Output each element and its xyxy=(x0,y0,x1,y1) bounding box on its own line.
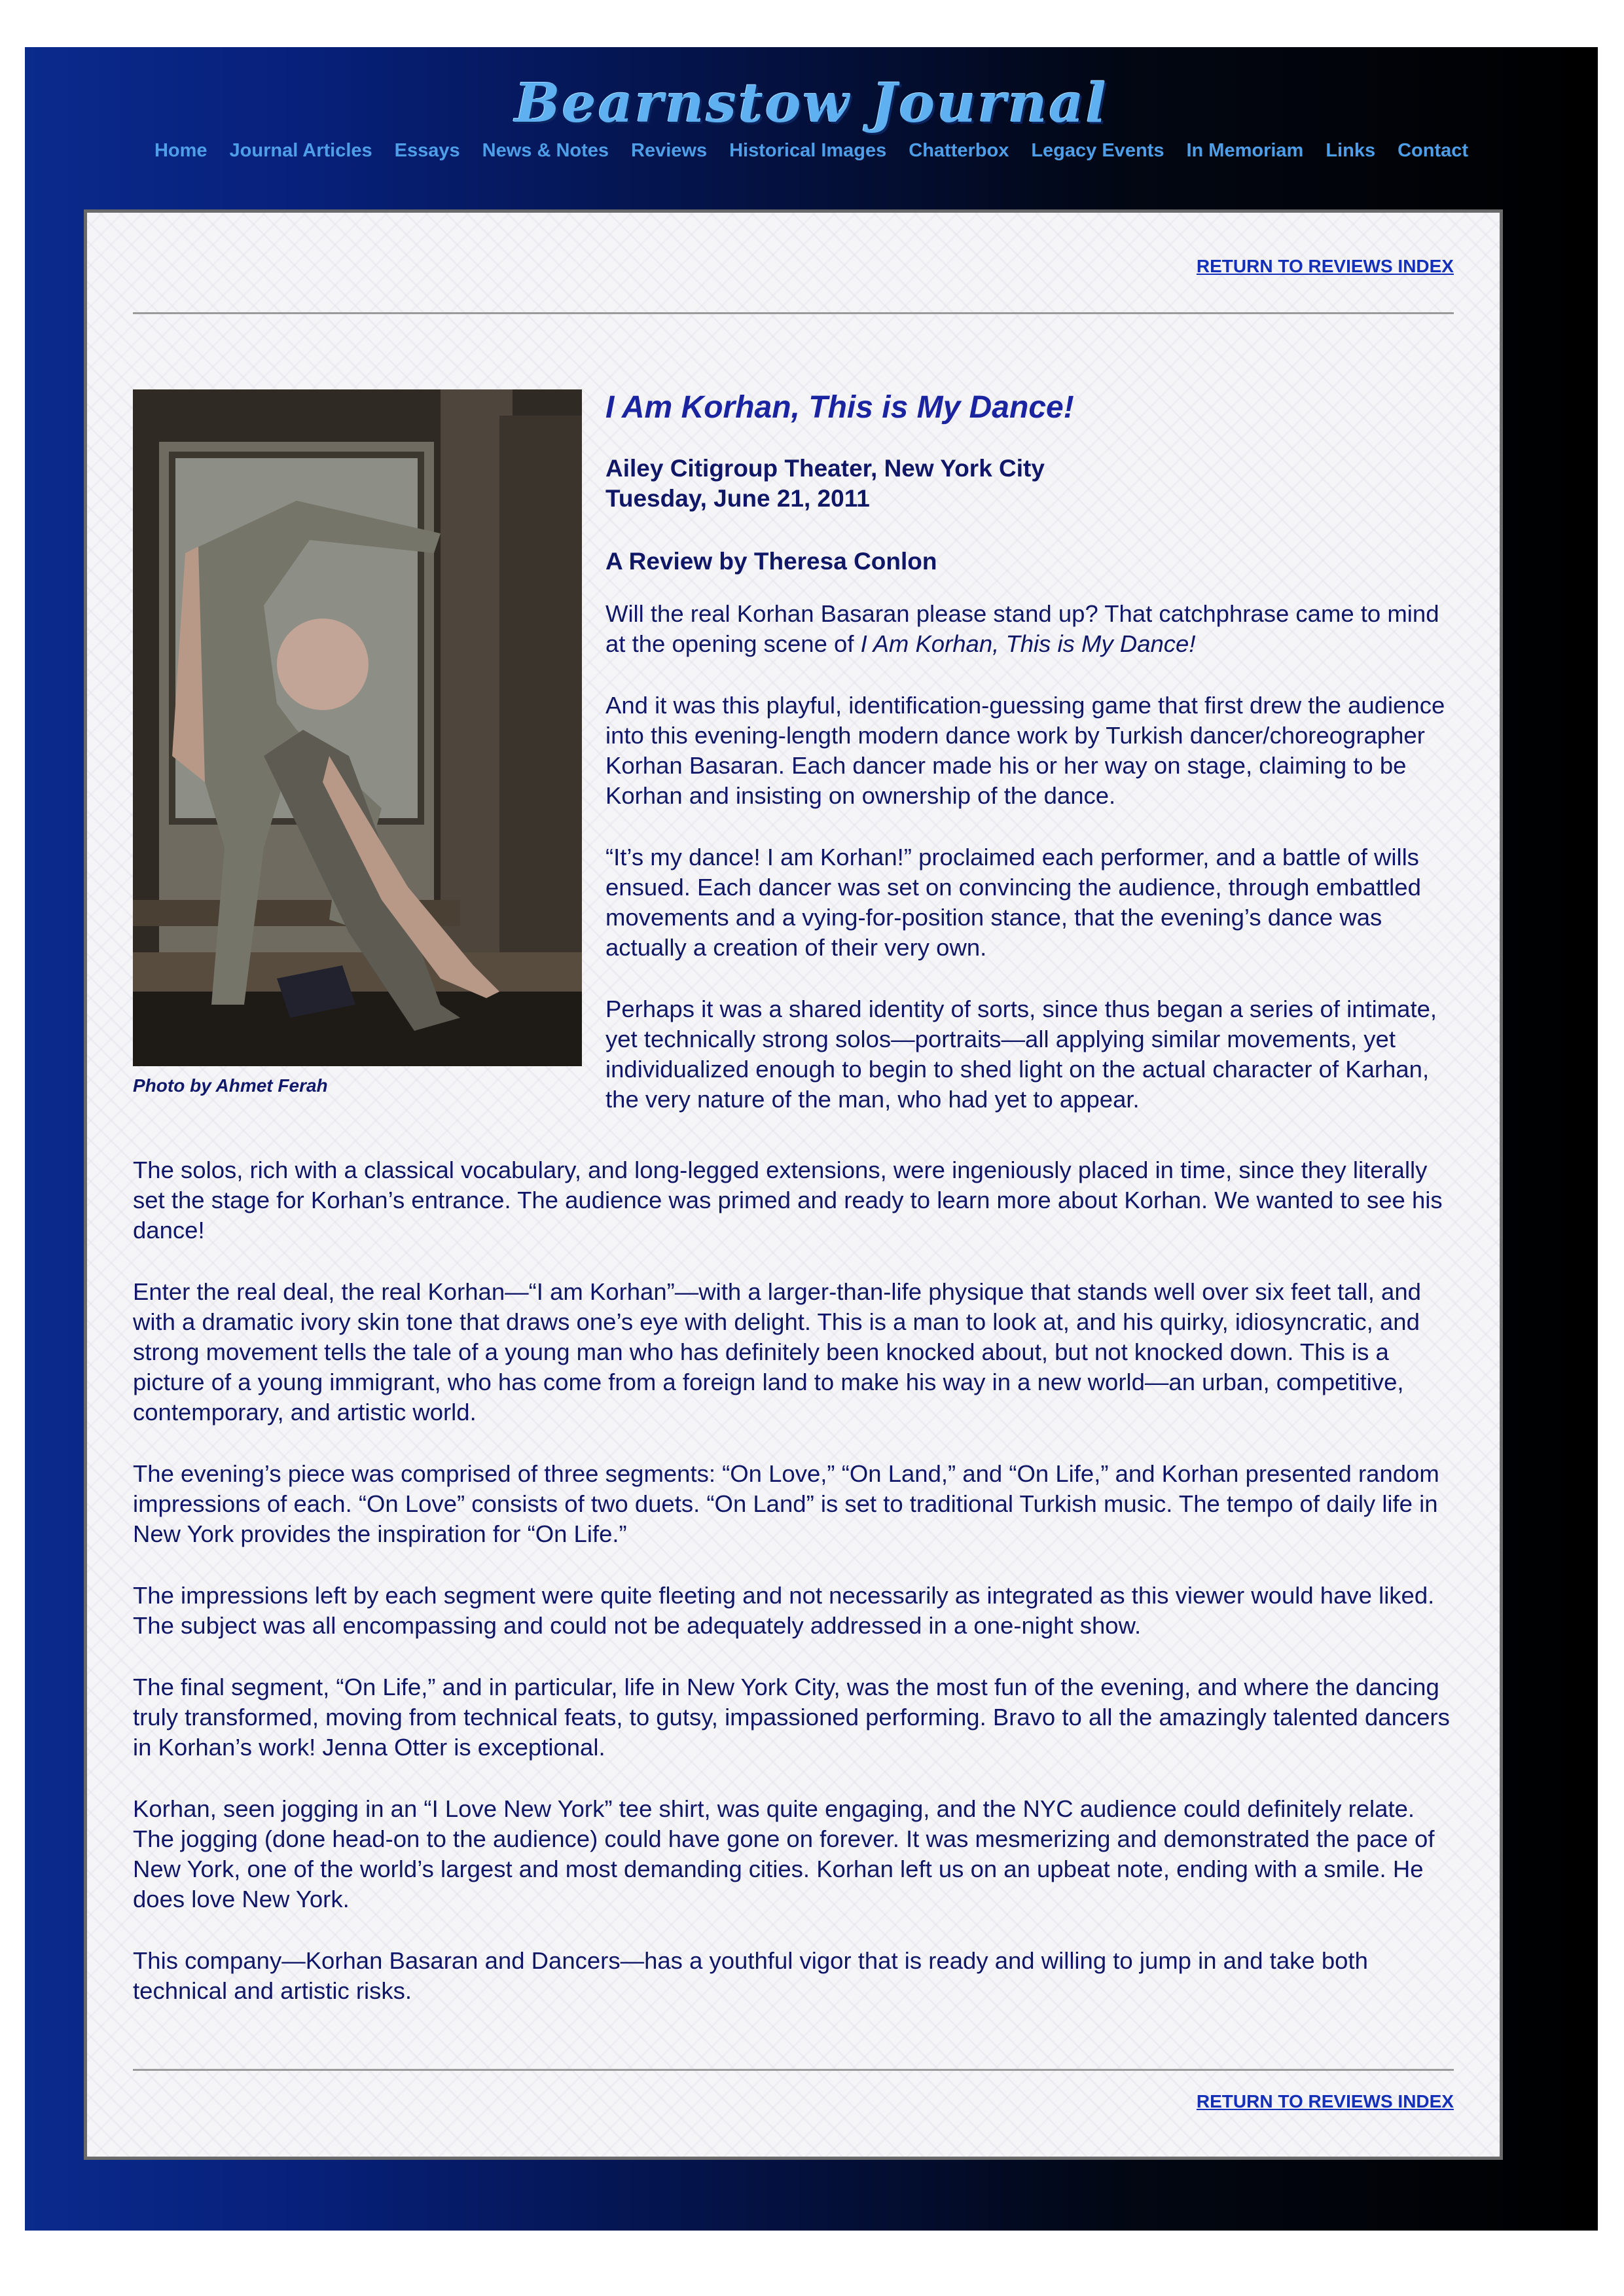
nav-news-notes[interactable]: News & Notes xyxy=(482,140,609,161)
site-title: Bearnstow Journal xyxy=(514,72,1108,135)
nav-links[interactable]: Links xyxy=(1326,140,1376,161)
nav-in-memoriam[interactable]: In Memoriam xyxy=(1186,140,1304,161)
paragraph-8: The impressions left by each segment were quite fleeting and not necessarily as integrated as this viewer would have liked. The subject was all encompassing and could not be adequately addressed in a one-night show. xyxy=(133,1582,1435,1639)
article-title: I Am Korhan, This is My Dance! xyxy=(605,390,1074,425)
performance-date: Tuesday, June 21, 2011 xyxy=(605,485,870,512)
paragraph-2: And it was this playful, identification-guessing game that first drew the audience into this evening-length modern dance work by Turkish dancer/choreographer Korhan Basaran. Each dancer made his or her way on stage, claiming to be Korhan and insisting on ownership of the dance. xyxy=(605,692,1445,809)
nav-historical-images[interactable]: Historical Images xyxy=(729,140,887,161)
paragraph-1-text: Will the real Korhan Basaran please stand up? That catchphrase came to mind at the opening scene of xyxy=(605,600,1439,657)
return-to-reviews-link-bottom[interactable]: RETURN TO REVIEWS INDEX xyxy=(1196,2091,1454,2111)
nav-journal-articles[interactable]: Journal Articles xyxy=(229,140,372,161)
bottom-divider xyxy=(133,2069,1454,2071)
nav-reviews[interactable]: Reviews xyxy=(631,140,708,161)
article-byline: A Review by Theresa Conlon xyxy=(605,548,937,575)
paragraph-4: Perhaps it was a shared identity of sorts, since thus began a series of intimate, yet technically strong solos—portraits—all applying similar movements, yet individualized enough to begin to shed light on the actual character of Karhan, the very nature of the man, who had yet to appear. xyxy=(605,996,1437,1113)
paragraph-9: The final segment, “On Life,” and in particular, life in New York City, was the most fun of the evening, and where the dancing truly transformed, moving from technical feats, to gutsy, impassioned performing. Bravo to all the amazingly talented dancers in Korhan’s work! Jenna Otter is exceptional. xyxy=(133,1674,1450,1761)
nav-legacy-events[interactable]: Legacy Events xyxy=(1031,140,1164,161)
paragraph-10: Korhan, seen jogging in an “I Love New York” tee shirt, was quite engaging, and the NYC audience could definitely relate. The jogging (done head-on to the audience) could have gone on forever. It was mesmerizing and demonstrated the pace of New York, one of the world’s largest and most demanding cities. Korhan left us on an upbeat note, ending with a smile. He does love New York. xyxy=(133,1795,1435,1912)
nav-essays[interactable]: Essays xyxy=(394,140,460,161)
main-nav xyxy=(25,140,1598,162)
top-divider xyxy=(133,312,1454,314)
paragraph-6: Enter the real deal, the real Korhan—“I am Korhan”—with a larger-than-life physique that stands well over six feet tall, and with a dramatic ivory skin tone that draws one’s eye with delight. This is a man to look at, and his quirky, idiosyncratic, and strong movement tells the tale of a young man who has definitely been knocked about, but not knocked down. This is a picture of a young immigrant, who has come from a foreign land to make his way in a new world—an urban, competitive, contemporary, and artistic world. xyxy=(133,1278,1421,1426)
paragraph-11: This company—Korhan Basaran and Dancers—has a youthful vigor that is ready and willing to jump in and take both technical and artistic risks. xyxy=(133,1947,1368,2004)
photo-spacer xyxy=(133,389,605,1155)
paragraph-3: “It’s my dance! I am Korhan!” proclaimed each performer, and a battle of wills ensued. Each dancer was set on convincing the audience, through embattled movements and a vying-for-position stance, that the evening’s dance was actually a creation of their very own. xyxy=(605,844,1421,961)
paragraph-7: The evening’s piece was comprised of three segments: “On Love,” “On Land,” and “On Life,” and Korhan presented random impressions of each. “On Love” consists of two duets. “On Land” is set to traditional Turkish music. The tempo of daily life in New York provides the inspiration for “On Life.” xyxy=(133,1460,1439,1547)
paragraph-1-title-ref: I Am Korhan, This is My Dance! xyxy=(860,630,1196,657)
nav-chatterbox[interactable]: Chatterbox xyxy=(909,140,1009,161)
nav-contact[interactable]: Contact xyxy=(1398,140,1469,161)
return-to-reviews-link-top[interactable]: RETURN TO REVIEWS INDEX xyxy=(1196,256,1454,276)
content-panel xyxy=(84,209,1503,2160)
nav-home[interactable]: Home xyxy=(154,140,208,161)
page-frame xyxy=(25,47,1598,2231)
review-article xyxy=(133,389,1454,2037)
paragraph-5: The solos, rich with a classical vocabulary, and long-legged extensions, were ingeniously placed in time, since they literally set the stage for Korhan’s entrance. The audience was primed and ready to learn more about Korhan. We wanted to see his dance! xyxy=(133,1157,1443,1244)
venue-name: Ailey Citigroup Theater, New York City xyxy=(605,455,1045,482)
photo-caption: Photo by Ahmet Ferah xyxy=(133,1075,328,1096)
